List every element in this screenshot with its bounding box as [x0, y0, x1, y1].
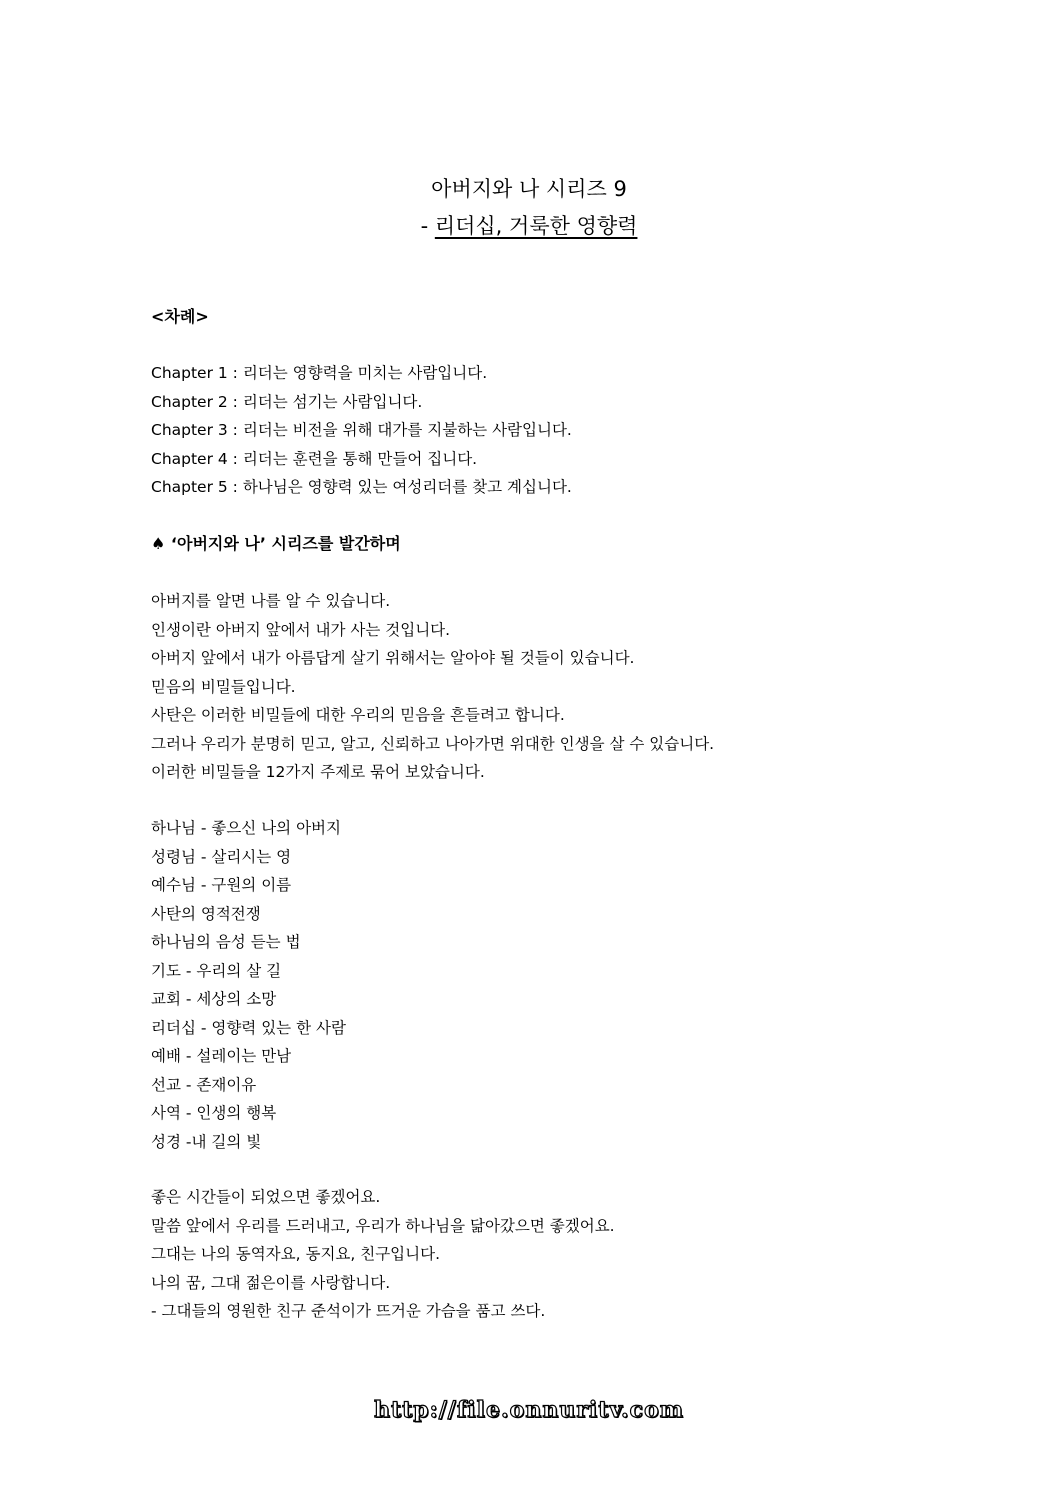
topic-item: 하나님 - 좋으신 나의 아버지 [151, 819, 342, 837]
topic-item: 기도 - 우리의 살 길 [151, 961, 282, 980]
footer-url: http://file.onnuritv.com [373, 1397, 685, 1423]
toc-item: Chapter 4 : 리더는 훈련을 통해 만들어 집니다. [151, 449, 478, 468]
toc-item: Chapter 1 : 리더는 영향력을 미치는 사람입니다. [151, 364, 488, 382]
closing-line: 그대는 나의 동역자요, 동지요, 친구입니다. [151, 1245, 441, 1263]
topic-list [151, 814, 931, 1156]
intro-line: 아버지 앞에서 내가 아름답게 살기 위해서는 알아야 될 것들이 있습니다. [151, 649, 635, 667]
topic-item: 예수님 - 구원의 이름 [151, 876, 292, 894]
intro-line: 사탄은 이러한 비밀들에 대한 우리의 믿음을 흔들려고 합니다. [151, 706, 565, 724]
intro-line: 아버지를 알면 나를 알 수 있습니다. [151, 592, 391, 610]
toc-heading: <차례> [151, 307, 209, 326]
intro-line: 믿음의 비밀들입니다. [151, 677, 296, 696]
closing-line: 나의 꿈, 그대 젊은이를 사랑합니다. [151, 1273, 391, 1292]
document-subtitle [0, 213, 1058, 239]
intro-line: 인생이란 아버지 앞에서 내가 사는 것입니다. [151, 620, 451, 639]
topic-item: 교회 - 세상의 소망 [151, 990, 277, 1008]
document-title [0, 176, 1058, 202]
topic-item: 사역 - 인생의 행복 [151, 1104, 277, 1122]
title-line-1: 아버지와 나 시리즈 9 [431, 177, 627, 201]
intro-line: 이러한 비밀들을 12가지 주제로 묶어 보았습니다. [151, 763, 485, 781]
toc-item: Chapter 3 : 리더는 비전을 위해 대가를 지불하는 사람입니다. [151, 421, 572, 439]
toc-item: Chapter 2 : 리더는 섬기는 사람입니다. [151, 392, 423, 411]
topic-item: 예배 - 설레이는 만남 [151, 1047, 292, 1065]
topic-item: 성경 -내 길의 빛 [151, 1132, 262, 1151]
intro-paragraph [151, 587, 931, 787]
closing-paragraph [151, 1183, 931, 1326]
closing-line: - 그대들의 영원한 친구 준석이가 뜨거운 가슴을 품고 쓰다. [151, 1302, 546, 1320]
topic-item: 선교 - 존재이유 [151, 1075, 257, 1094]
closing-line: 좋은 시간들이 되었으면 좋겠어요. [151, 1188, 381, 1206]
closing-line: 말씀 앞에서 우리를 드러내고, 우리가 하나님을 닮아갔으면 좋겠어요. [151, 1216, 615, 1235]
topic-item: 사탄의 영적전쟁 [151, 904, 261, 923]
subtitle-text: 리더십, 거룩한 영향력 [434, 214, 638, 238]
series-heading: ♠ ‘아버지와 나’ 시리즈를 발간하며 [151, 534, 401, 553]
subtitle-dash: - [420, 214, 435, 238]
topic-item: 리더십 - 영향력 있는 한 사람 [151, 1018, 346, 1037]
toc-item: Chapter 5 : 하나님은 영향력 있는 여성리더를 찾고 계십니다. [151, 478, 572, 496]
toc-list [151, 359, 931, 502]
intro-line: 그러나 우리가 분명히 믿고, 알고, 신뢰하고 나아가면 위대한 인생을 살 수 있습니다. [151, 734, 715, 753]
topic-item: 성령님 - 살리시는 영 [151, 847, 292, 866]
topic-item: 하나님의 음성 듣는 법 [151, 933, 301, 951]
